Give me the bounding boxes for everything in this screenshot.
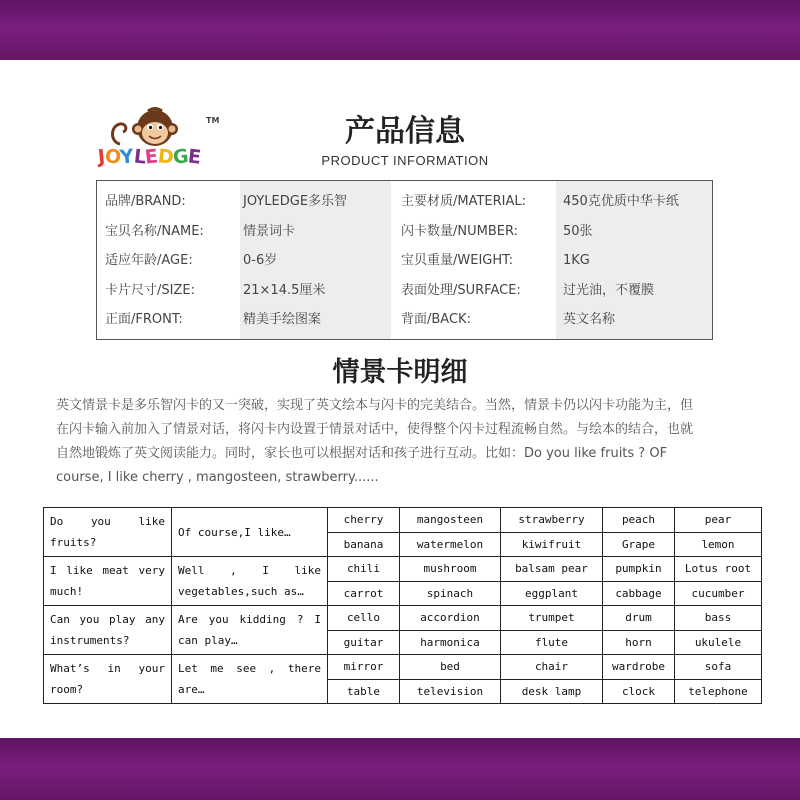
top-banner [0,0,800,60]
word-cell: drum [603,606,675,631]
info-value: 50张 [563,223,593,239]
word-cell: mushroom [400,557,501,582]
word-cell: cucumber [675,581,762,606]
word-cell: trumpet [501,606,603,631]
info-label: 适应年龄/AGE: [105,253,193,268]
word-cell: Lotus root [675,557,762,582]
info-label: 闪卡数量/NUMBER: [401,223,518,239]
word-cell: watermelon [400,532,501,557]
word-cell: eggplant [501,581,603,606]
word-cell: harmonica [400,630,501,655]
info-label: 正面/FRONT: [105,312,183,327]
word-cell: accordion [400,606,501,631]
logo-letter: E [186,145,202,169]
info-label: 宝贝重量/WEIGHT: [401,253,514,268]
word-cell: mirror [328,655,400,680]
word-cell: chair [501,655,603,680]
word-cell: cabbage [603,581,675,606]
table-row [44,508,762,533]
answer-cell: Let me see , there are… [172,655,328,704]
word-cell: kiwifruit [501,532,603,557]
info-row [97,187,712,216]
logo-letter: O [103,145,122,169]
logo-letter: E [143,145,159,169]
product-info-table [96,180,713,340]
info-value: 0-6岁 [243,253,278,268]
question-cell: What’s in your room? [44,655,172,704]
word-cell: cherry [328,508,400,533]
word-cell: Grape [603,532,675,557]
word-cell: pear [675,508,762,533]
word-cell: bass [675,606,762,631]
word-cell: chili [328,557,400,582]
info-row [97,246,712,275]
info-value: 英文名称 [563,312,616,327]
description-line: course, I like cherry , mangosteen, strawberry...... [56,470,379,485]
word-cell: peach [603,508,675,533]
info-value: 情景词卡 [243,223,296,239]
info-value: 1KG [563,253,590,268]
info-label: 背面/BACK: [401,312,471,327]
info-label: 卡片尺寸/SIZE: [105,282,195,298]
answer-cell: Of course,I like… [172,508,328,557]
info-value: 21×14.5厘米 [243,282,326,298]
page-title: 产品信息 [345,114,465,149]
info-label: 宝贝名称/NAME: [105,223,204,239]
info-label: 表面处理/SURFACE: [401,282,521,298]
word-cell: horn [603,630,675,655]
word-cell: desk lamp [501,679,603,704]
answer-cell: Well , I like vegetables,such as… [172,557,328,606]
trademark-label: TM [206,116,220,125]
vocabulary-table [43,507,762,704]
description-line: 在闪卡输入前加入了情景对话，将闪卡内设置于情景对话中，使得整个闪卡过程流畅自然。与绘本的结合，也就 [56,422,694,437]
logo-letter: D [156,145,174,169]
logo-letter: Y [119,145,135,169]
info-value: 精美手绘图案 [243,312,322,327]
word-cell: cello [328,606,400,631]
word-cell: flute [501,630,603,655]
bottom-banner [0,738,800,800]
table-row [44,655,762,680]
info-row [97,305,712,334]
info-label: 主要材质/MATERIAL: [401,194,527,209]
question-cell: Do you like fruits? [44,508,172,557]
word-cell: strawberry [501,508,603,533]
table-row [44,606,762,631]
info-value: 450克优质中华卡纸 [563,194,679,209]
word-cell: clock [603,679,675,704]
question-cell: I like meat very much! [44,557,172,606]
info-value: 过光油，不覆膜 [563,282,655,298]
word-cell: guitar [328,630,400,655]
logo-letter: J [96,145,106,169]
section-title: 情景卡明细 [332,357,468,388]
table-row [44,557,762,582]
logo-letter: L [132,145,147,169]
word-cell: banana [328,532,400,557]
word-cell: balsam pear [501,557,603,582]
word-cell: lemon [675,532,762,557]
word-cell: mangosteen [400,508,501,533]
description-line: 英文情景卡是多乐智闪卡的又一突破，实现了英文绘本与闪卡的完美结合。当然，情景卡仍以闪卡功能为主，但 [56,398,694,413]
word-cell: bed [400,655,501,680]
word-cell: pumpkin [603,557,675,582]
question-cell: Can you play any instruments? [44,606,172,655]
word-cell: ukulele [675,630,762,655]
word-cell: carrot [328,581,400,606]
logo-letter: G [171,145,190,169]
word-cell: wardrobe [603,655,675,680]
info-label: 品牌/BRAND: [105,194,186,209]
word-cell: television [400,679,501,704]
word-cell: table [328,679,400,704]
description-line: 自然地锻炼了英文阅读能力。同时，家长也可以根据对话和孩子进行互动。比如：Do you like fruits ? OF [56,446,668,461]
answer-cell: Are you kidding ? I can play… [172,606,328,655]
info-row [97,217,712,246]
section-description [56,394,756,490]
page-subtitle: PRODUCT INFORMATION [321,153,489,168]
word-cell: sofa [675,655,762,680]
word-cell: spinach [400,581,501,606]
word-cell: telephone [675,679,762,704]
info-row [97,276,712,305]
info-value: JOYLEDGE多乐智 [243,194,348,209]
